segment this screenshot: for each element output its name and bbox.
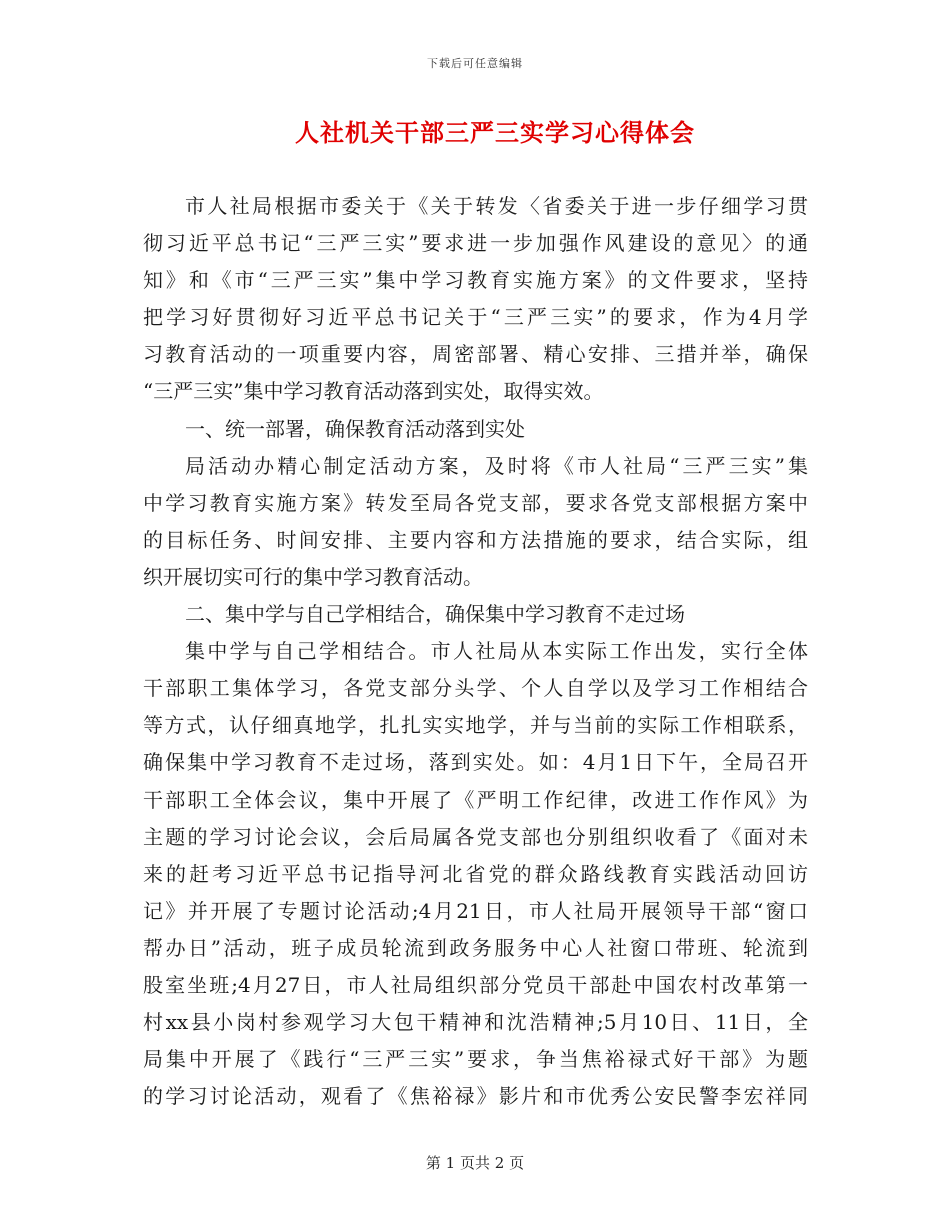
document-title: 人社机关干部三严三实学习心得体会 xyxy=(295,118,695,147)
page-number: 第 1 页共 2 页 xyxy=(425,1154,525,1172)
paragraph-line: 记》并开展了专题讨论活动;4月21日，市人社局开展领导干部“窗口 xyxy=(143,898,808,923)
paragraph-line: 等方式，认仔细真地学，扎扎实实地学，并与当前的实际工作相联系， xyxy=(143,713,808,738)
paragraph-line: 确保集中学习教育不走过场，落到实处。如：4月1日下午，全局召开 xyxy=(143,750,808,775)
paragraph-line: 局活动办精心制定活动方案，及时将《市人社局“三严三实”集 xyxy=(185,453,808,478)
paragraph-line: 织开展切实可行的集中学习教育活动。 xyxy=(143,564,483,589)
section-heading: 一、统一部署，确保教育活动落到实处 xyxy=(185,416,525,441)
document-body xyxy=(143,188,808,1115)
paragraph-line: 帮办日”活动，班子成员轮流到政务服务中心人社窗口带班、轮流到 xyxy=(143,935,808,960)
paragraph-line: 村xx县小岗村参观学习大包干精神和沈浩精神;5月10日、11日，全 xyxy=(143,1010,808,1035)
paragraph-line: 中学习教育实施方案》转发至局各党支部，要求各党支部根据方案中 xyxy=(143,490,808,515)
paragraph-line: 知》和《市“三严三实”集中学习教育实施方案》的文件要求，坚持 xyxy=(143,268,808,293)
paragraph-line: 干部职工全体会议，集中开展了《严明工作纪律，改进工作作风》为 xyxy=(143,787,808,812)
paragraph-line: 习教育活动的一项重要内容，周密部署、精心安排、三措并举，确保 xyxy=(143,342,808,367)
paragraph-line: 来的赶考习近平总书记指导河北省党的群众路线教育实践活动回访 xyxy=(143,861,808,886)
paragraph-line: 的目标任务、时间安排、主要内容和方法措施的要求，结合实际，组 xyxy=(143,527,808,552)
paragraph-line: 局集中开展了《践行“三严三实”要求，争当焦裕禄式好干部》为题 xyxy=(143,1047,808,1072)
paragraph-line: 主题的学习讨论会议，会后局属各党支部也分别组织收看了《面对未 xyxy=(143,824,808,849)
header-note: 下载后可任意编辑 xyxy=(427,57,523,70)
paragraph-line: 集中学与自己学相结合。市人社局从本实际工作出发，实行全体 xyxy=(185,639,808,664)
section-heading: 二、集中学与自己学相结合，确保集中学习教育不走过场 xyxy=(185,602,685,627)
paragraph-line: 彻习近平总书记“三严三实”要求进一步加强作风建设的意见〉的通 xyxy=(143,231,808,256)
paragraph-line: 的学习讨论活动，观看了《焦裕禄》影片和市优秀公安民警李宏祥同 xyxy=(143,1084,808,1109)
paragraph-line: “三严三实”集中学习教育活动落到实处，取得实效。 xyxy=(143,379,604,404)
paragraph-line: 股室坐班;4月27日，市人社局组织部分党员干部赴中国农村改革第一 xyxy=(143,972,808,997)
paragraph-line: 把学习好贯彻好习近平总书记关于“三严三实”的要求，作为4月学 xyxy=(143,305,808,330)
paragraph-line: 市人社局根据市委关于《关于转发〈省委关于进一步仔细学习贯 xyxy=(185,194,808,218)
paragraph-line: 干部职工集体学习，各党支部分头学、个人自学以及学习工作相结合 xyxy=(143,676,808,701)
